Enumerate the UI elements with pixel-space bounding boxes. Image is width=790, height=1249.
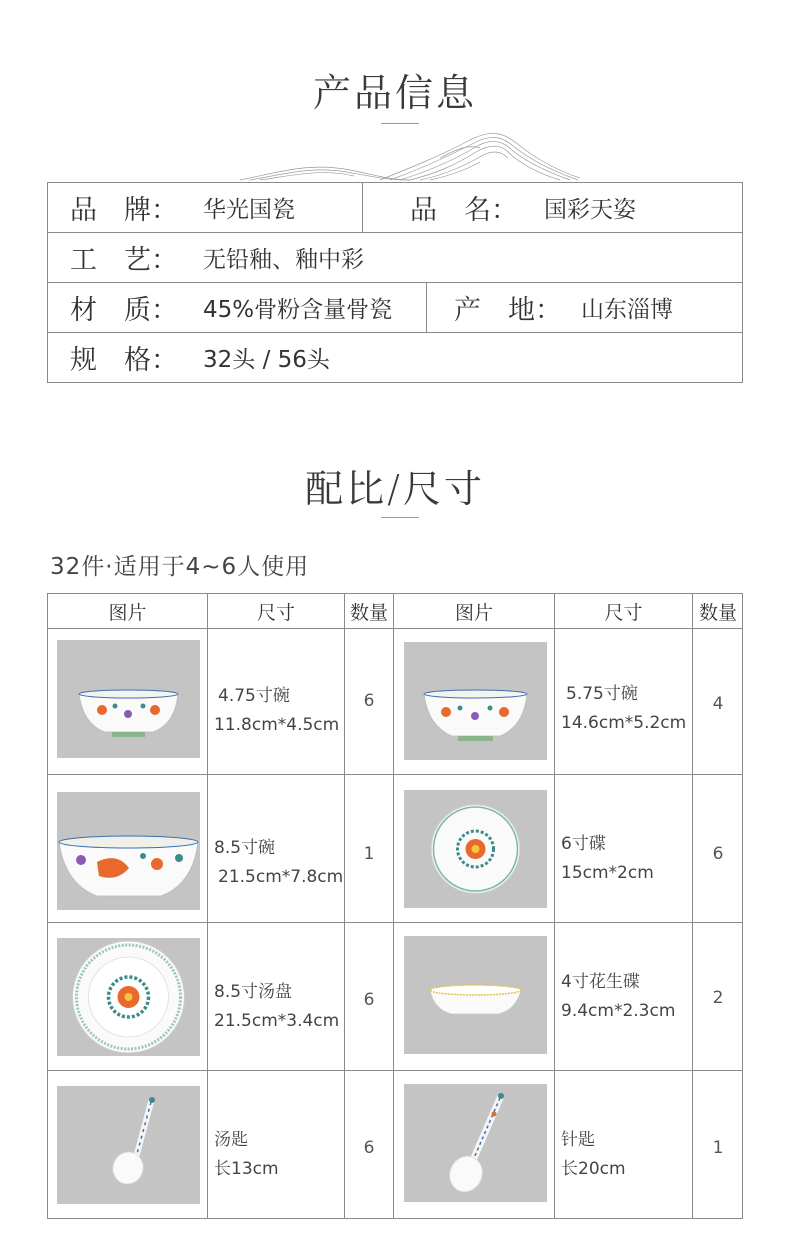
grid-hline <box>48 628 742 629</box>
item-quantity: 6 <box>363 990 375 1010</box>
grid-vline <box>554 594 555 1218</box>
origin-label: 产 地： <box>454 295 562 326</box>
grid-hline <box>48 922 742 923</box>
column-divider <box>426 283 427 332</box>
grid-vline <box>393 594 394 1218</box>
item-name: 4.75寸碗 <box>218 686 290 706</box>
brand-value: 华光国瓷 <box>203 197 295 223</box>
info-row-craft <box>48 232 742 282</box>
item-name: 6寸碟 <box>561 834 606 854</box>
set-subtitle: 32件·适用于4~6人使用 <box>50 554 310 580</box>
item-dimension: 9.4cm*2.3cm <box>561 1001 676 1021</box>
bowl-photo <box>404 642 547 760</box>
item-quantity: 6 <box>363 1138 375 1158</box>
item-name: 5.75寸碗 <box>566 684 638 704</box>
item-quantity: 6 <box>363 691 375 711</box>
item-name: 汤匙 <box>214 1130 248 1150</box>
item-quantity: 1 <box>712 1138 724 1158</box>
grid-vline <box>692 594 693 1218</box>
title-divider <box>381 517 419 518</box>
spec-value: 32头 / 56头 <box>203 347 330 373</box>
header-picture: 图片 <box>108 601 147 624</box>
item-quantity: 6 <box>712 844 724 864</box>
info-row-spec <box>48 332 742 382</box>
item-size-label <box>561 968 675 1026</box>
item-dimension: 21.5cm*7.8cm <box>218 867 344 887</box>
grid-hline <box>48 774 742 775</box>
item-dimension: 长20cm <box>561 1159 626 1179</box>
material-value: 45%骨粉含量骨瓷 <box>203 297 393 323</box>
item-dimension: 长13cm <box>214 1159 279 1179</box>
item-size-label <box>214 834 343 892</box>
header-quantity: 数量 <box>349 601 388 624</box>
header-quantity: 数量 <box>698 601 737 624</box>
name-label: 品 名： <box>410 195 518 226</box>
origin-value: 山东淄博 <box>581 297 673 323</box>
item-size-label <box>214 978 339 1036</box>
info-row-brand <box>48 183 742 232</box>
item-size-label <box>561 1126 626 1184</box>
item-dimension: 15cm*2cm <box>561 863 654 883</box>
brand-label: 品 牌： <box>70 195 178 226</box>
grid-vline <box>207 594 208 1218</box>
item-size-label <box>214 682 339 740</box>
product-info-table <box>47 182 743 383</box>
name-value: 国彩天姿 <box>544 197 636 223</box>
item-name: 8.5寸碗 <box>214 838 276 858</box>
soup-spoon-photo <box>57 1086 200 1204</box>
item-dimension: 21.5cm*3.4cm <box>214 1011 340 1031</box>
item-quantity: 2 <box>712 988 724 1008</box>
craft-value: 无铅釉、釉中彩 <box>203 247 364 273</box>
item-name: 针匙 <box>561 1130 595 1150</box>
soup-plate-photo <box>57 938 200 1056</box>
header-size: 尺寸 <box>256 601 295 624</box>
long-spoon-photo <box>404 1084 547 1202</box>
header-picture: 图片 <box>454 601 493 624</box>
column-divider <box>362 183 363 232</box>
peanut-dish-photo <box>404 936 547 1054</box>
header-size: 尺寸 <box>604 601 643 624</box>
item-quantity: 4 <box>712 694 724 714</box>
info-row-material <box>48 282 742 332</box>
title-divider <box>381 123 419 124</box>
item-name: 8.5寸汤盘 <box>214 982 293 1002</box>
ratio-title: 配比/尺寸 <box>305 467 485 511</box>
item-size-label <box>561 680 686 738</box>
product-info-title: 产品信息 <box>312 71 477 115</box>
large-bowl-photo <box>57 792 200 910</box>
item-name: 4寸花生碟 <box>561 972 640 992</box>
size-table <box>47 593 743 1219</box>
small-bowl-photo <box>57 640 200 758</box>
craft-label: 工 艺： <box>70 245 178 276</box>
spec-label: 规 格： <box>70 345 178 376</box>
grid-vline <box>344 594 345 1218</box>
item-dimension: 11.8cm*4.5cm <box>214 715 340 735</box>
item-size-label <box>214 1126 279 1184</box>
grid-hline <box>48 1070 742 1071</box>
plate-photo <box>404 790 547 908</box>
item-quantity: 1 <box>363 844 375 864</box>
item-size-label <box>561 830 654 888</box>
item-dimension: 14.6cm*5.2cm <box>561 713 687 733</box>
mountain-lines-decoration <box>240 128 580 184</box>
material-label: 材 质： <box>70 295 178 326</box>
